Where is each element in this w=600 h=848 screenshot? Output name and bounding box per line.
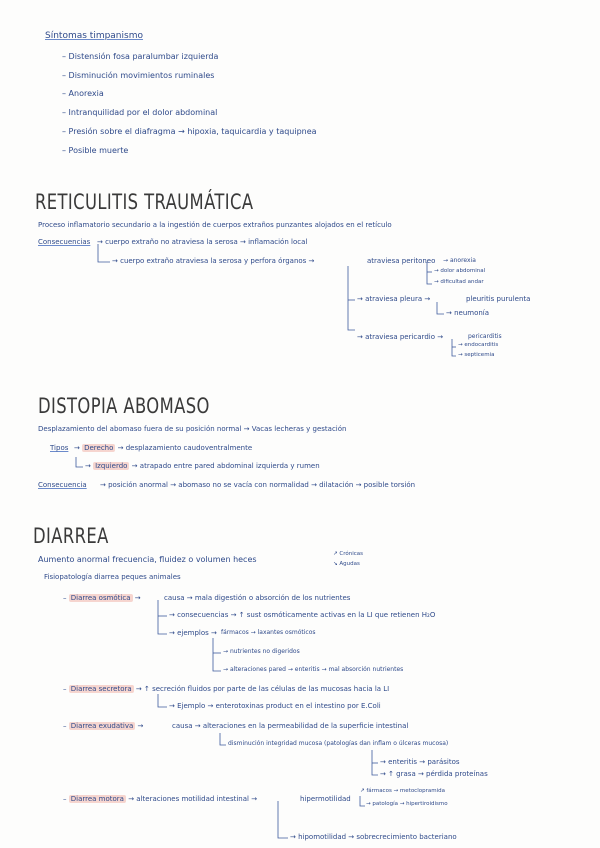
reticulitis-pericarditis: pericarditis xyxy=(468,333,502,340)
diarrea-osm-ej3: alteraciones pared → enteritis → mal absorción nutrientes xyxy=(229,666,404,673)
diarrea-exu-dism: disminución integridad mucosa (patologías dan inflam o úlceras mucosa) xyxy=(228,740,449,747)
diarrea-exudativa: Diarrea exudativa xyxy=(70,722,134,730)
distopia-izquierdo: Izquierdo xyxy=(95,462,128,470)
distopia-definition: Desplazamiento del abomaso fuera de su posición normal → Vacas lecheras y gestación xyxy=(38,425,347,433)
reticulitis-pleuritis: pleuritis purulenta xyxy=(466,295,531,303)
diarrea-exu-enteritis: enteritis → parásitos xyxy=(388,758,460,766)
reticulitis-dolor: dolor abdominal xyxy=(440,268,486,274)
diarrea-mot-desc: alteraciones motilidad intestinal xyxy=(136,795,249,803)
diarrea-hipo: hipomotilidad → sobrecrecimiento bacteriano xyxy=(298,833,457,841)
diarrea-osm-ej1: fármacos → laxantes osmóticos xyxy=(221,629,316,636)
diarrea-fisio: Fisiopatología diarrea peques animales xyxy=(44,573,181,581)
reticulitis-septicemia: septicemia xyxy=(464,352,495,358)
diarrea-sec-ejemplo: Ejemplo → enterotoxinas product en el intestino por E.Coli xyxy=(177,702,381,710)
diarrea-cronicas: Crónicas xyxy=(339,551,363,557)
diarrea-motora: Diarrea motora xyxy=(70,795,124,803)
diarrea-secretora: Diarrea secretora xyxy=(70,685,132,693)
diarrea-hiper: hipermotilidad xyxy=(300,795,351,803)
diarrea-osm-causa: causa → mala digestión o absorción de los nutrientes xyxy=(164,594,351,602)
reticulitis-peritoneo: atraviesa peritoneo xyxy=(367,257,436,265)
reticulitis-pleura: atraviesa pleura xyxy=(365,295,423,303)
diarrea-osmotica: Diarrea osmótica xyxy=(70,594,131,602)
timpanismo-title: Síntomas timpanismo xyxy=(45,31,143,41)
reticulitis-neumonia: neumonía xyxy=(454,309,490,317)
timpanismo-item: – Presión sobre el diafragma → hipoxia, taquicardia y taquipnea xyxy=(62,127,317,136)
distopia-heading: DISTOPIA ABOMASO xyxy=(38,394,210,418)
timpanismo-item: – Distensión fosa paralumbar izquierda xyxy=(62,52,219,61)
timpanismo-item: – Anorexia xyxy=(62,89,104,98)
distopia-consecuencia-label: Consecuencia xyxy=(38,481,87,489)
diarrea-exu-causa: causa → alteraciones en la permeabilidad de la superficie intestinal xyxy=(172,722,409,730)
diarrea-patologia: patología → hipertiroidismo xyxy=(372,801,448,807)
reticulitis-dificultad: dificultad andar xyxy=(440,279,484,285)
reticulitis-pericardio: atraviesa pericardio xyxy=(365,333,435,341)
diarrea-heading: DIARREA xyxy=(33,524,109,548)
diarrea-osm-ejemplos: ejemplos xyxy=(177,629,209,637)
reticulitis-line1: cuerpo extraño no atraviesa la serosa → inflamación local xyxy=(105,238,308,246)
timpanismo-item: – Disminución movimientos ruminales xyxy=(62,71,215,80)
reticulitis-endocarditis: endocarditis xyxy=(464,342,499,348)
distopia-consecuencia: posición anormal → abomaso no se vacía con normalidad → dilatación → posible torsión xyxy=(108,481,416,489)
reticulitis-line2: cuerpo extraño atraviesa la serosa y perfora órganos xyxy=(120,257,307,265)
reticulitis-definition: Proceso inflamatorio secundario a la ingestión de cuerpos extraños punzantes alojados en el retículo xyxy=(38,221,392,229)
diarrea-exu-grasa: ↑ grasa → pérdida proteínas xyxy=(388,770,488,778)
diarrea-osm-ej2: nutrientes no digeridos xyxy=(229,648,300,655)
reticulitis-anorexia: anorexia xyxy=(449,257,476,264)
reticulitis-consecuencias-label: Consecuencias xyxy=(38,238,91,246)
diarrea-farmacos: fármacos → metoclopramida xyxy=(366,788,445,794)
distopia-tipos-label: Tipos xyxy=(50,444,69,452)
distopia-derecho: Derecho xyxy=(84,444,114,452)
reticulitis-heading: RETICULITIS TRAUMÁTICA xyxy=(35,190,254,214)
timpanismo-item: – Posible muerte xyxy=(62,146,129,155)
distopia-derecho-desc: desplazamiento caudoventralmente xyxy=(125,444,253,452)
diarrea-osm-consec: consecuencias → ↑ sust osmóticamente activas en la LI que retienen H₂O xyxy=(177,611,436,619)
diarrea-definition: Aumento anormal frecuencia, fluidez o volumen heces xyxy=(38,555,257,564)
diarrea-agudas: Agudas xyxy=(339,561,360,567)
diarrea-sec-desc: ↑ secreción fluidos por parte de las células de las mucosas hacia la LI xyxy=(144,685,390,693)
distopia-izquierdo-desc: atrapado entre pared abdominal izquierda y rumen xyxy=(139,462,320,470)
timpanismo-item: – Intranquilidad por el dolor abdominal xyxy=(62,108,218,117)
